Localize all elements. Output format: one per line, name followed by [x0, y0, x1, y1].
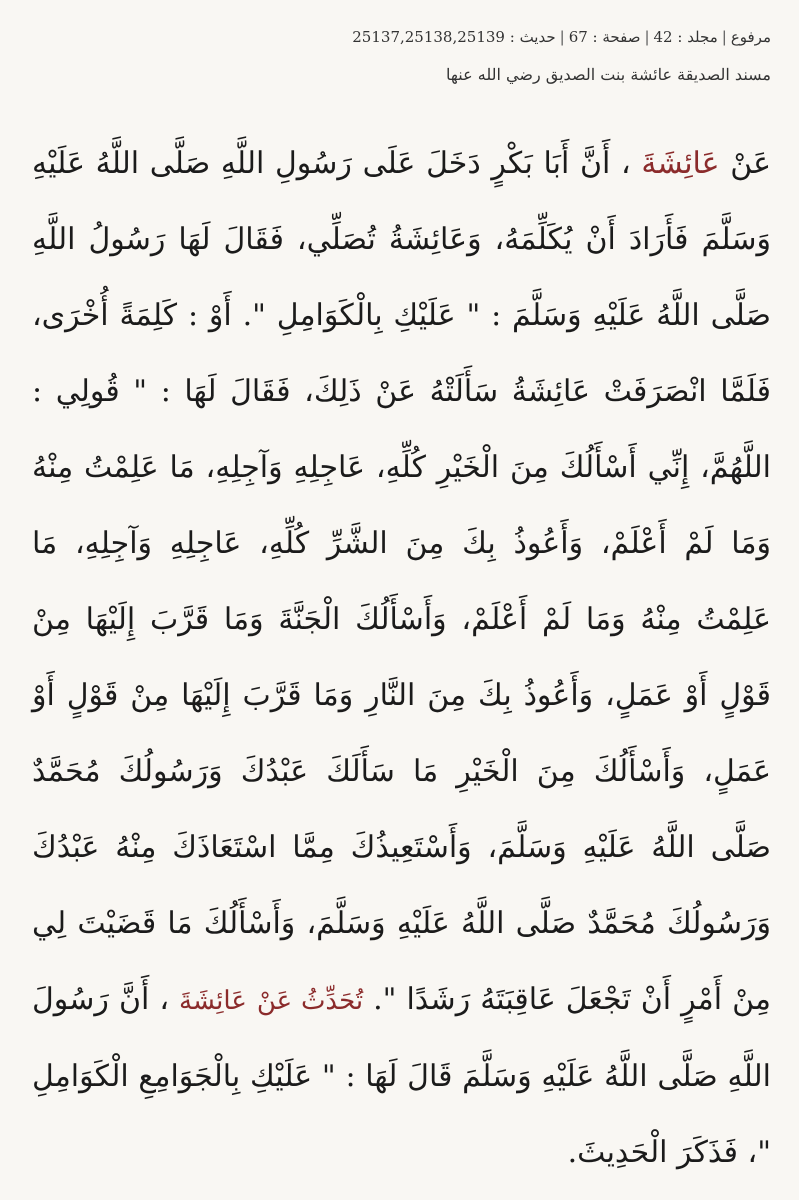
page-number: 67: [568, 28, 588, 46]
hadith-text: [32, 126, 771, 1191]
narrator-link[interactable]: عَائِشَةَ: [641, 146, 720, 181]
volume-label: مجلد: [687, 28, 718, 46]
separator: |: [644, 28, 650, 46]
hadith-lead: عَنْ: [730, 146, 772, 181]
hadith-text-part-2: ، أَنَّ رَسُولَ اللَّهِ صَلَّى اللَّهُ عَلَيْهِ وَسَلَّمَ قَالَ لَهَا : " عَلَيْكِ بِالْجَوَامِعِ الْكَوَامِلِ "، فَذَكَرَ الْحَدِيثَ.: [32, 982, 771, 1170]
page-label: صفحة: [602, 28, 641, 46]
hadith-numbers: 25137,25138,25139: [352, 28, 505, 46]
hadith-label: حديث: [519, 28, 556, 46]
book-title: مسند الصديقة عائشة بنت الصديق رضي الله عنها: [446, 65, 771, 84]
meta-line: مرفوع|مجلد : 42|صفحة : 67|حديث : 25137,25138,25139: [352, 28, 771, 46]
narrator-link[interactable]: عَائِشَةَ: [179, 986, 247, 1016]
volume-number: 42: [653, 28, 673, 46]
hadith-text-part-1: ، أَنَّ أَبَا بَكْرٍ دَخَلَ عَلَى رَسُولِ اللَّهِ صَلَّى اللَّهُ عَلَيْهِ وَسَلَّمَ فَأَرَادَ أَنْ يُكَلِّمَهُ، وَعَائِشَةُ تُصَلِّي، فَقَالَ لَهَا رَسُولُ اللَّهِ صَلَّى اللَّهُ عَلَيْهِ وَسَلَّمَ : " عَلَيْكِ بِالْكَوَامِلِ ". أَوْ : كَلِمَةً أُخْرَى، فَلَمَّا انْصَرَفَتْ عَائِشَةُ سَأَلَتْهُ عَنْ ذَلِكَ، فَقَالَ لَهَا : " قُولِي : اللَّهُمَّ، إِنِّي أَسْأَلُكَ مِنَ الْخَيْرِ كُلِّهِ، عَاجِلِهِ وَآجِلِهِ، مَا عَلِمْتُ مِنْهُ وَمَا لَمْ أَعْلَمْ، وَأَعُوذُ بِكَ مِنَ الشَّرِّ كُلِّهِ، عَاجِلِهِ وَآجِلِهِ، مَا عَلِمْتُ مِنْهُ وَمَا لَمْ أَعْلَمْ، وَأَسْأَلُكَ الْجَنَّةَ وَمَا قَرَّبَ إِلَيْهَا مِنْ قَوْلٍ أَوْ عَمَلٍ، وَأَعُوذُ بِكَ مِنَ النَّارِ وَمَا قَرَّبَ إِلَيْهَا مِنْ قَوْلٍ أَوْ عَمَلٍ، وَأَسْأَلُكَ مِنَ الْخَيْرِ مَا سَأَلَكَ عَبْدُكَ وَرَسُولُكَ مُحَمَّدٌ صَلَّى اللَّهُ عَلَيْهِ وَسَلَّمَ، وَأَسْتَعِيذُكَ مِمَّا اسْتَعَاذَكَ مِنْهُ عَبْدُكَ وَرَسُولُكَ مُحَمَّدٌ صَلَّى اللَّهُ عَلَيْهِ وَسَلَّمَ، وَأَسْأَلُكَ مَا قَضَيْتَ لِي مِنْ أَمْرٍ أَنْ تَجْعَلَ عَاقِبَتَهُ رَشَدًا ".: [32, 146, 771, 1017]
transition-text: تُحَدِّثُ عَنْ: [256, 986, 364, 1016]
separator: |: [559, 28, 565, 46]
grade-label: مرفوع: [730, 28, 771, 46]
separator: |: [721, 28, 727, 46]
